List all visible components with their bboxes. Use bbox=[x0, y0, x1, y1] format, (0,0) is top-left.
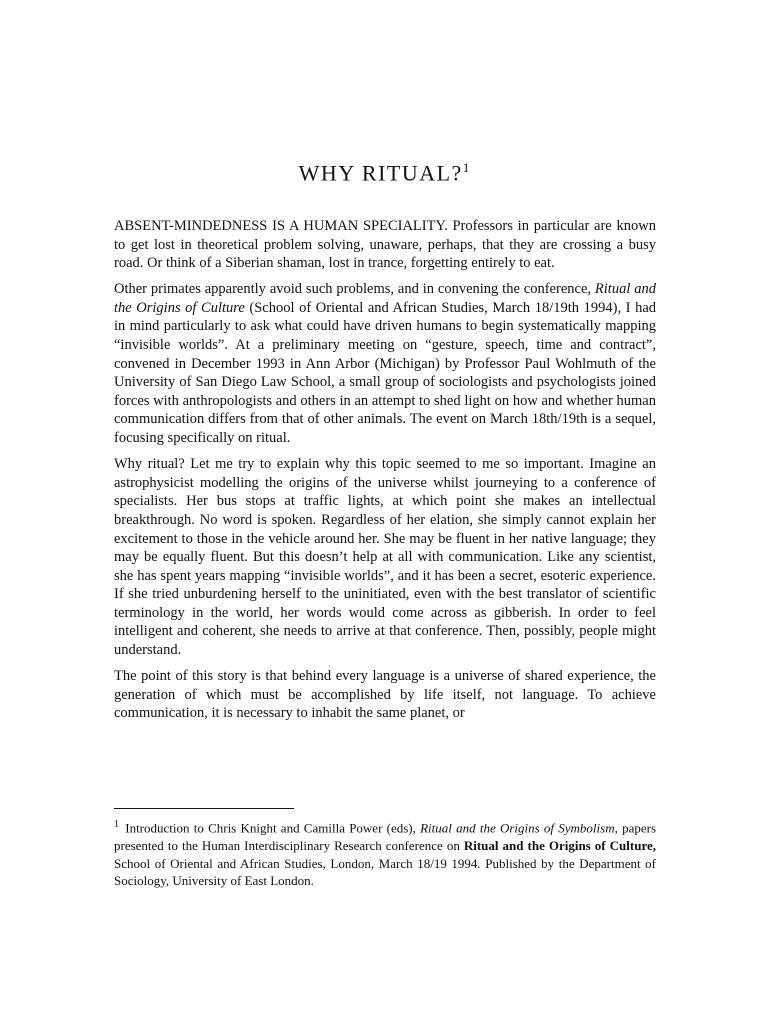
paragraph-2 bbox=[114, 280, 656, 447]
paragraph-4: The point of this story is that behind every language is a universe of shared experience, the generation of which must be accomplished by life itself, not language. To achieve communication, it is necessary to inhabit the same planet, or bbox=[114, 668, 656, 722]
footnote-divider bbox=[114, 808, 294, 809]
paragraph-2-intro: Other primates apparently avoid such problems, and in convening the conference, bbox=[114, 281, 595, 298]
paragraph-1: ABSENT-MINDEDNESS IS A HUMAN SPECIALITY. Professors in particular are known to get lost in theoretical problem solving, unaware, perhaps, that they are crossing a busy road. Or think of a Siberian shaman, lost in trance, forgetting entirely to eat. bbox=[114, 218, 656, 272]
footnote-conference-title: Ritual and the Origins of Culture, bbox=[463, 837, 656, 853]
footnote-rest: School of Oriental and African Studies, London, March 18/19 1994. Published by the Department of Sociology, University of East London. bbox=[114, 855, 656, 889]
title-footnote-mark: 1 bbox=[462, 160, 470, 175]
footnote-book-title: Ritual and the Origins of Symbolism, bbox=[420, 820, 618, 836]
footnote-mid: papers presented to the Human Interdisciplinary Research conference on bbox=[114, 820, 657, 853]
conference-title-italic: Ritual and the Origins of Culture bbox=[114, 281, 656, 316]
page-title bbox=[0, 160, 768, 186]
paragraph-2-rest: (School of Oriental and African Studies, March 18/19th 1994), I had in mind particularly to ask what could have driven humans to begin systematically mapping “invisible worlds”. At a preliminary meeting on “gesture, speech, time and contract”, convened in December 1993 in Ann Arbor (Michigan) by Professor Paul Wohlmuth of the University of San Diego Law School, a small group of sociologists and psychologists joined forces with anthropologists and others in an attempt to shed light on how and whether human communication differs from that of other animals. The event on March 18th/19th is a sequel, focusing specifically on ritual. bbox=[114, 299, 657, 447]
title-text: WHY RITUAL? bbox=[298, 160, 463, 186]
footnote-intro: Introduction to Chris Knight and Camilla Power (eds), bbox=[125, 820, 421, 836]
paragraph-3: Why ritual? Let me try to explain why this topic seemed to me so important. Imagine an astrophysicist modelling the origins of the universe whilst journeying to a conference of specialists. Her bus stops at traffic lights, at which point she makes an intellectual breakthrough. No word is spoken. Regardless of her elation, she simply cannot explain her excitement to those in the vehicle around her. She may be fluent in her native language; they may be equally fluent. But this doesn’t help at all with communication. Like any scientist, she has spent years mapping “invisible worlds”, and it has been a secret, esoteric experience. If she tried unburdening herself to the uninitiated, even with the best translator of scientific terminology in the world, her words would come across as gibberish. In order to feel intelligent and coherent, she needs to arrive at that conference. Then, possibly, people might understand. bbox=[114, 456, 656, 659]
footnote-mark: 1 bbox=[114, 819, 119, 830]
footnote bbox=[114, 816, 656, 890]
body-text bbox=[114, 217, 656, 730]
